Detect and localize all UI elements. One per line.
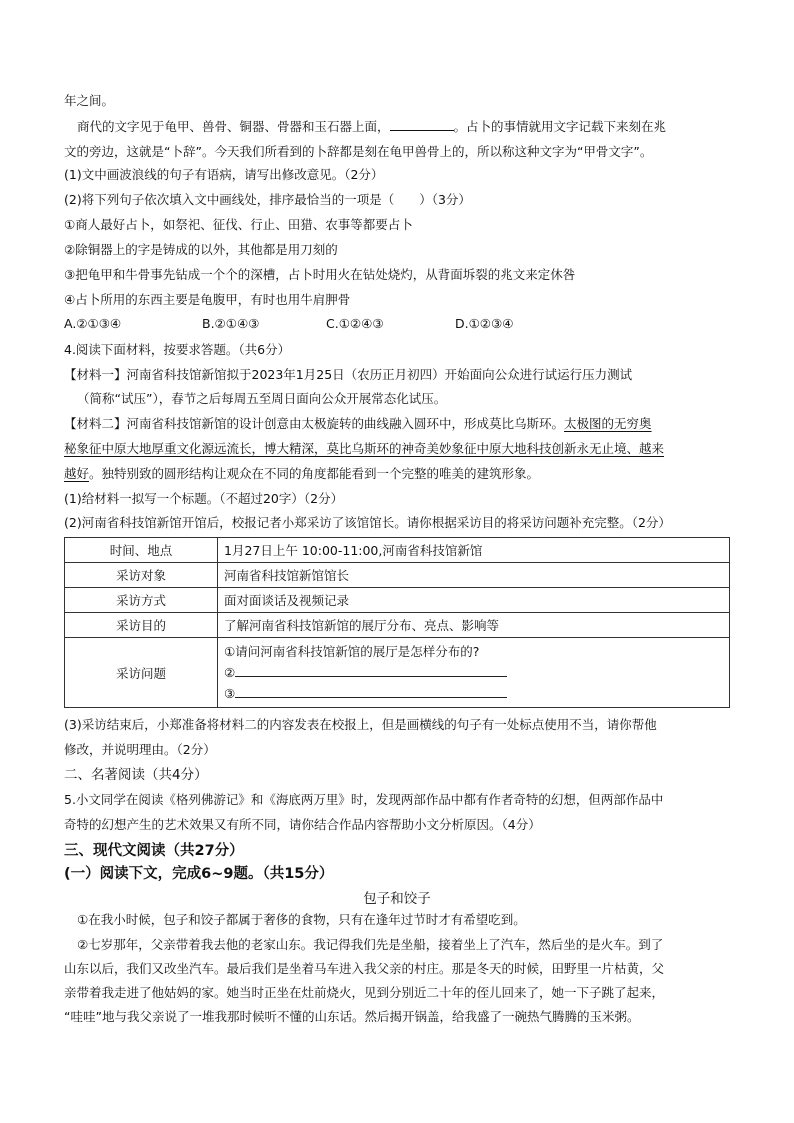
question-5: 5.小文同学在阅读《格列佛游记》和《海底两万里》时，发现两部作品中都有作者奇特的幻想，但两部作品中	[64, 792, 664, 807]
table-row	[65, 613, 730, 638]
material-2-line	[64, 465, 732, 483]
material-1-line: 【材料一】河南省科技馆新馆拟于2023年1月25日（农历正月初四）开始面向公众进行试运行压力测试	[64, 367, 633, 382]
interview-question: ①请问河南省科技馆新馆的展厅是怎样分布的?	[224, 644, 480, 659]
table-row	[65, 563, 730, 588]
question-4-3: 修改，并说明理由。（2分）	[64, 742, 216, 757]
material-2-line	[64, 415, 732, 433]
material-2-line	[64, 440, 732, 458]
table-label: 采访目的	[65, 613, 218, 638]
text-segment: 【材料二】河南省科技馆新馆的设计创意由太极旋转的曲线融入圆环中，形成莫比乌斯环。	[64, 416, 565, 431]
table-label: 采访方式	[65, 588, 218, 613]
sentence-option: ②除铜器上的字是铸成的以外，其他都是用刀刻的	[64, 242, 338, 257]
question-1: (1)文中画波浪线的句子有语病，请写出修改意见。（2分）	[64, 167, 384, 182]
answer-line[interactable]	[235, 663, 507, 677]
text-segment: 。独特别致的圆形结构让观众在不同的角度都能看到一个完整的唯美的建筑形象。	[89, 466, 540, 481]
table-row	[65, 638, 730, 708]
question-2: (2)将下列句子依次填入文中画线处，排序最恰当的一项是（ ）（3分）	[64, 192, 471, 207]
sentence-option: ④占卜所用的东西主要是龟腹甲，有时也用牛肩胛骨	[64, 292, 351, 307]
story-title: 包子和饺子	[363, 891, 431, 907]
table-label: 采访问题	[65, 638, 218, 708]
table-row	[65, 538, 730, 563]
option-d[interactable]: D.①②③④	[455, 316, 514, 331]
answer-line[interactable]	[235, 684, 507, 698]
material-1-line: （简称“试压”），春节之后每周五至周日面向公众开展常态化试压。	[77, 391, 447, 406]
text-line	[64, 118, 745, 136]
story-paragraph: ②七岁那年，父亲带着我去他的老家山东。我记得我们先是坐船，接着坐上了汽车，然后坐的是火车。到了	[77, 937, 664, 952]
text-segment: 商代的文字见于龟甲、兽骨、铜器、骨器和玉石器上面，	[77, 119, 390, 134]
story-paragraph: 亲带着我走进了他姑妈的家。她当时正坐在灶前烧火，见到分别近二十年的侄儿回来了，她一下子跳了起来，	[64, 985, 665, 1000]
question-4-3: (3)采访结束后，小郑准备将材料二的内容发表在校报上，但是画横线的句子有一处标点使用不当，请你帮他	[64, 717, 657, 732]
question-4: 4.阅读下面材料，按要求答题。（共6分）	[64, 342, 291, 357]
underlined-sentence: 太极图的无穷奥	[564, 416, 652, 431]
text-segment: 。占卜的事情就用文字记载下来刻在兆	[453, 119, 667, 134]
table-value: 河南省科技馆新馆馆长	[218, 563, 730, 588]
question-5: 奇特的幻想产生的艺术效果又有所不同，请你结合作品内容帮助小文分析原因。（4分）	[64, 817, 541, 832]
question-4-2: (2)河南省科技馆新馆开馆后，校报记者小郑采访了该馆馆长。请你根据采访目的将采访问题补充完整。（2分）	[64, 515, 671, 530]
text-line: 年之间。	[64, 93, 115, 108]
table-value: 面对面谈话及视频记录	[218, 588, 730, 613]
story-paragraph: “哇哇”地与我父亲说了一堆我那时候听不懂的山东话。然后揭开锅盖，给我盛了一碗热气腾腾的玉米粥。	[64, 1009, 640, 1024]
question-4-1: (1)给材料一拟写一个标题。（不超过20字）（2分）	[64, 491, 344, 506]
underlined-sentence: 越好	[64, 466, 90, 481]
underlined-sentence: 秘象征中原大地厚重文化源远流长，博大精深，莫比乌斯环的神奇美妙象征中原大地科技创新永无止境、越来	[64, 441, 665, 456]
table-value: 了解河南省科技馆新馆的展厅分布、亮点、影响等	[218, 613, 730, 638]
text-line: 文的旁边，这就是“卜辞”。今天我们所看到的卜辞都是刻在龟甲兽骨上的，所以称这种文字为“甲骨文字”。	[64, 144, 653, 159]
story-paragraph: ①在我小时候，包子和饺子都属于奢侈的食物，只有在逢年过节时才有希望吃到。	[77, 912, 526, 927]
table-value: 1月27日上午 10:00-11:00,河南省科技馆新馆	[218, 538, 730, 563]
subsection-heading: (一）阅读下文，完成6~9题。（共15分）	[64, 866, 334, 882]
option-b[interactable]: B.②①④③	[202, 316, 260, 331]
answer-options	[64, 316, 584, 334]
interview-questions	[218, 638, 730, 708]
option-a[interactable]: A.②①③④	[64, 316, 122, 331]
interview-question-blank: ③	[224, 683, 723, 704]
table-label: 采访对象	[65, 563, 218, 588]
section-heading: 三、现代文阅读（共27分）	[64, 843, 244, 859]
table-row	[65, 588, 730, 613]
sentence-option: ③把龟甲和牛骨事先钻成一个个的深槽，占卜时用火在钻处烧灼，从背面坼裂的兆文来定休咎	[64, 267, 576, 282]
table-label: 时间、地点	[65, 538, 218, 563]
story-paragraph: 山东以后，我们又改坐汽车。最后我们是坐着马车进入我父亲的村庄。那是冬天的时候，田野里一片枯黄，父	[64, 961, 665, 976]
fill-blank	[390, 118, 454, 131]
interview-table	[64, 537, 730, 708]
option-c[interactable]: C.①②④③	[326, 316, 384, 331]
section-heading: 二、名著阅读（共4分）	[64, 767, 208, 783]
interview-question-blank: ②	[224, 662, 723, 683]
sentence-option: ①商人最好占卜，如祭祀、征伐、行止、田猎、农事等都要占卜	[64, 217, 413, 232]
